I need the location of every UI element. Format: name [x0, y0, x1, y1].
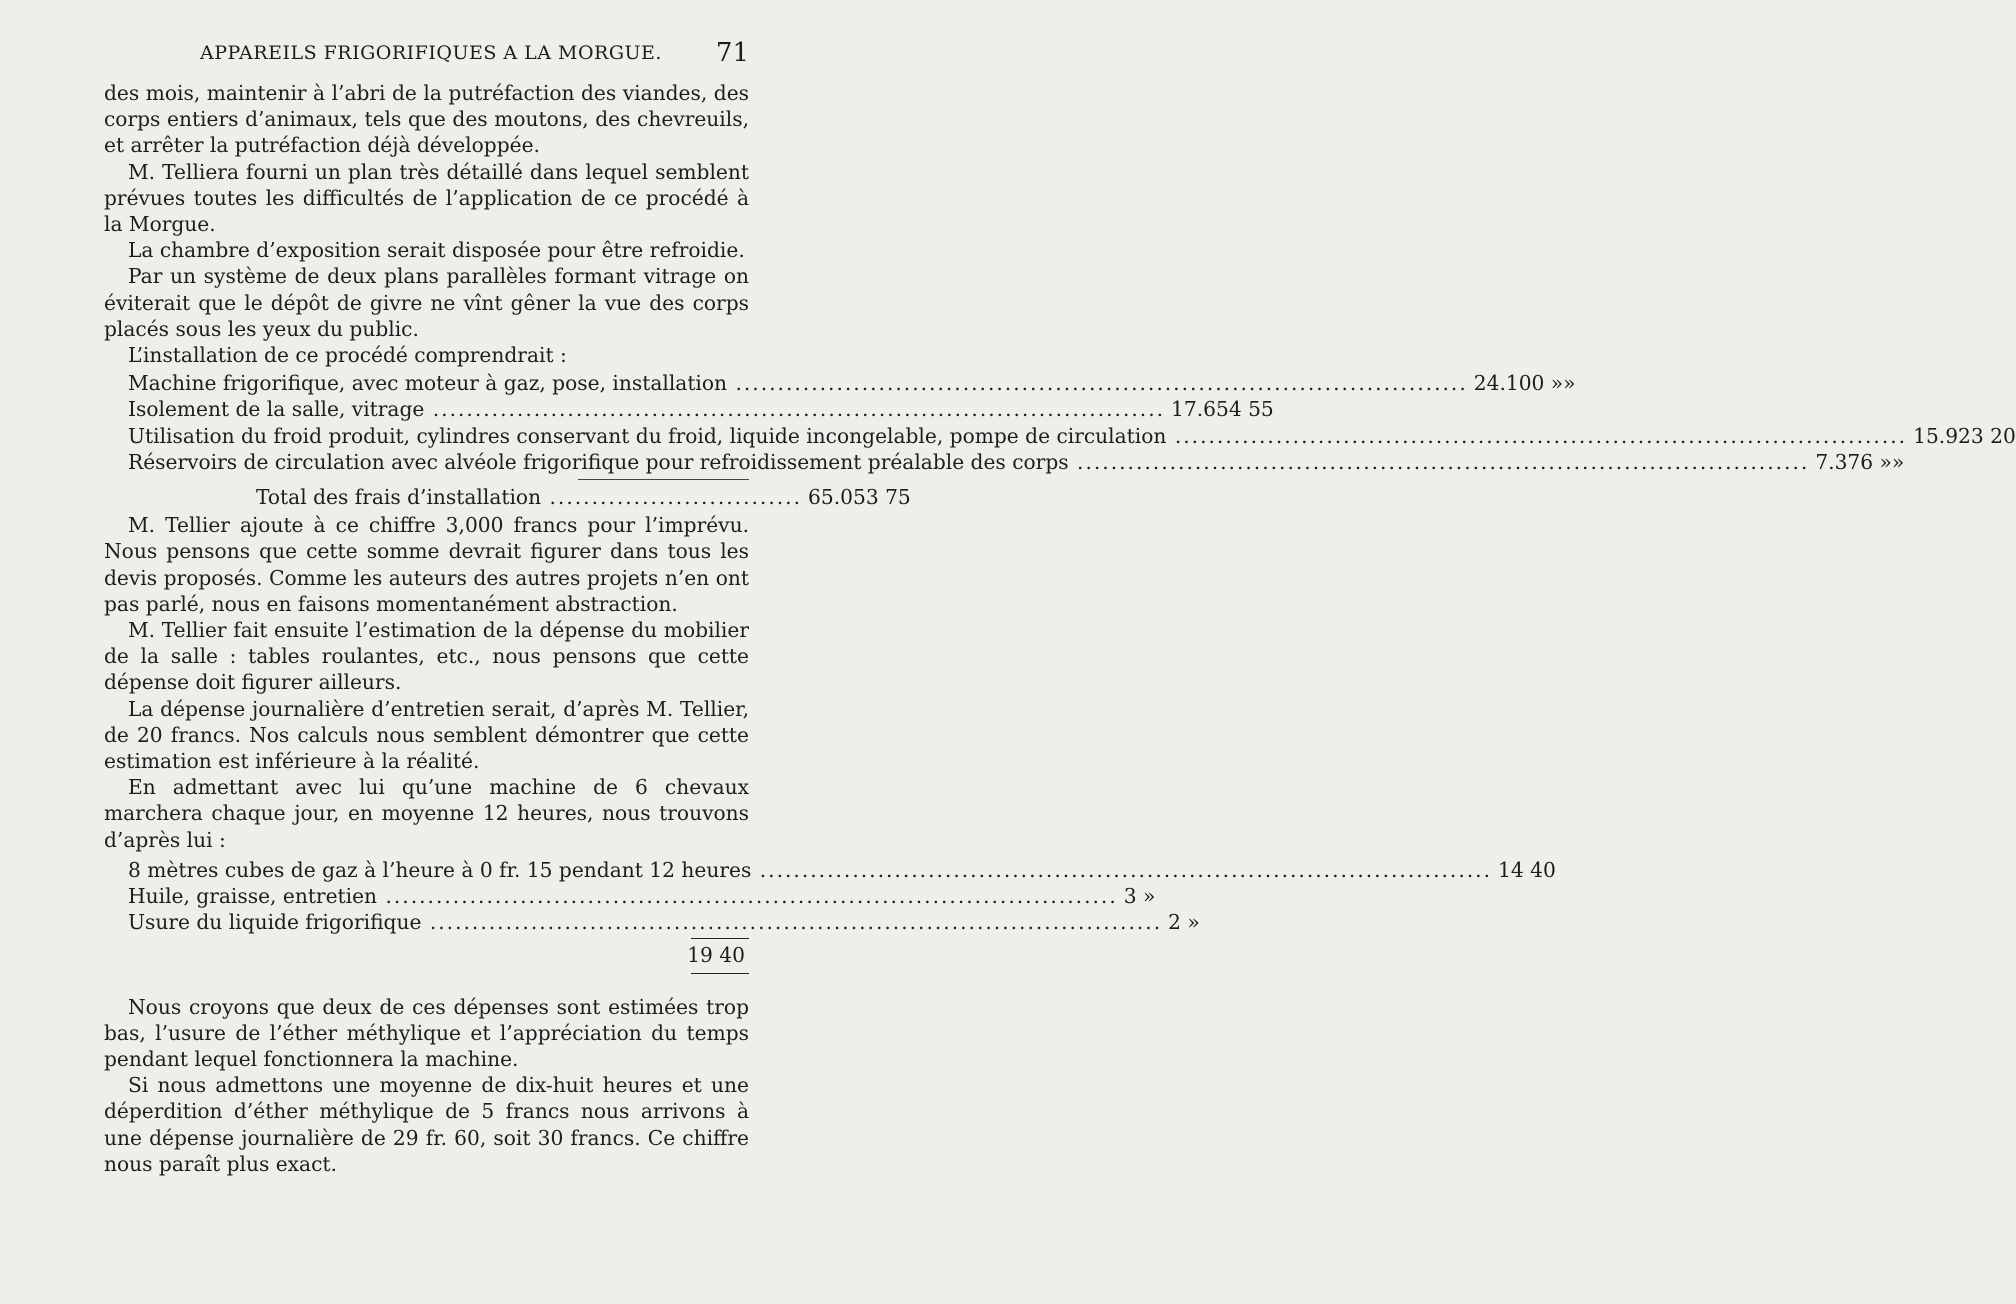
paragraph: L’installation de ce procédé comprendrait : [128, 343, 567, 368]
paragraph: Si nous admettons une moyenne de dix-huit heures et une déperdition d’éther méthylique de 5 francs nous arrivons à une dépense journalière de 29 fr. 60, soit 30 francs. Ce chiffre nous paraît plus exact. [104, 1073, 749, 1176]
paragraph: Nous croyons que deux de ces dépenses sont estimées trop bas, l’usure de l’éther méthylique et l’appréciation du temps pendant lequel fonctionnera la machine. [104, 994, 749, 1071]
cost-row [104, 423, 2016, 449]
cost-value: 7.376 »» [1815, 449, 1905, 474]
installation-cost-list [104, 370, 2016, 475]
cost-row [104, 449, 1905, 475]
cost-value: 24.100 »» [1473, 371, 1576, 396]
paragraph: Par un système de deux plans parallèles formant vitrage on éviterait que le dépôt de givre ne vînt gêner la vue des corps placés sous les yeux du public. [104, 264, 749, 341]
paragraph: La chambre d’exposition serait disposée pour être refroidie. [128, 238, 745, 263]
total-label: Total des frais d’installation ..... [256, 484, 802, 510]
daily-cost-label: Huile, graisse, entretien ..... [128, 883, 1118, 909]
cost-row [104, 396, 1274, 422]
running-title: APPAREILS FRIGORIFIQUES A LA MORGUE. [200, 42, 662, 64]
daily-cost-row [104, 909, 1200, 935]
daily-cost-value: 2 » [1168, 910, 1200, 935]
daily-cost-label: Usure du liquide frigorifique ..... [128, 909, 1162, 935]
cost-row [104, 370, 1576, 396]
daily-sum: 19 40 [687, 942, 745, 967]
paragraph: En admettant avec lui qu’une machine de 6 chevaux marchera chaque jour, en moyenne 12 heures, nous trouvons d’après lui : [104, 775, 749, 852]
cost-value: 17.654 55 [1171, 397, 1274, 422]
daily-cost-value: 3 » [1123, 884, 1156, 909]
paragraph: des mois, maintenir à l’abri de la putréfaction des viandes, des corps entiers d’animaux, tels que des moutons, des chevreuils, et arrêter la putréfaction déjà développée. [104, 81, 749, 158]
cost-label: Machine frigorifique, avec moteur à gaz, pose, installation ..... [128, 370, 1468, 396]
cost-value: 15.923 20 [1913, 423, 2016, 448]
paragraph: M. Telliera fourni un plan très détaillé dans lequel semblent prévues toutes les difficultés de l’application de ce procédé à la Morgue. [104, 159, 749, 237]
total-value: 65.053 75 [808, 485, 911, 510]
daily-cost-list [104, 857, 1556, 974]
cost-label: Isolement de la salle, vitrage ..... [128, 396, 1165, 422]
paragraph: La dépense journalière d’entretien serait, d’après M. Tellier, de 20 francs. Nos calculs nous semblent démontrer que cette estimation est inférieure à la réalité. [104, 696, 749, 774]
daily-cost-row [104, 857, 1556, 883]
total-row [104, 484, 911, 510]
page-body [104, 80, 2016, 1177]
page-number: 71 [715, 38, 749, 68]
daily-cost-label: 8 mètres cubes de gaz à l’heure à 0 fr. 15 pendant 12 heures ..... [128, 857, 1492, 883]
daily-sum-block [104, 936, 749, 974]
cost-label: Utilisation du froid produit, cylindres conservant du froid, liquide incongelable, pompe de circulation ..... [128, 423, 1907, 449]
paragraph: M. Tellier ajoute à ce chiffre 3,000 francs pour l’imprévu. Nous pensons que cette somme devrait figurer dans tous les devis proposés. Comme les auteurs des autres projets n’en ont pas parlé, nous en faisons momentanément abstraction. [104, 513, 749, 616]
paragraph: M. Tellier fait ensuite l’estimation de la dépense du mobilier de la salle : tables roulantes, etc., nous pensons que cette dépense doit figurer ailleurs. [104, 618, 749, 695]
total-divider [578, 479, 749, 480]
running-header [104, 38, 749, 74]
cost-label: Réservoirs de circulation avec alvéole frigorifique pour refroidissement préalable des corps ..... [128, 449, 1809, 475]
daily-cost-row [104, 883, 1156, 909]
daily-cost-value: 14 40 [1498, 857, 1556, 882]
